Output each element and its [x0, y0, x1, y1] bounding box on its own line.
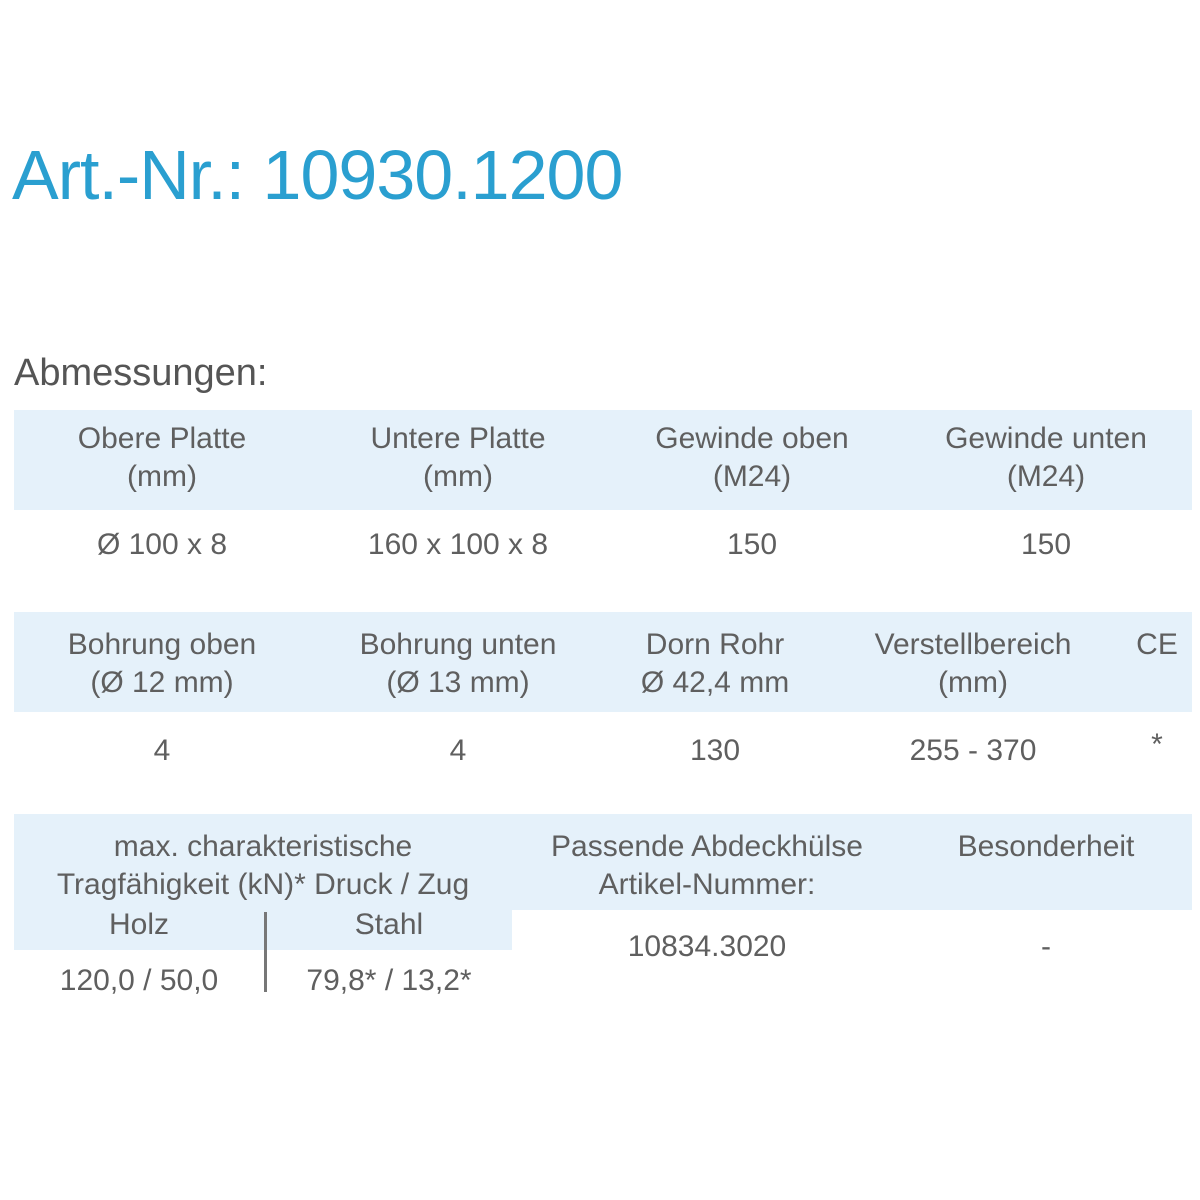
table2-header-bohrung-unten: Bohrung unten (Ø 13 mm) — [359, 628, 557, 699]
table1-value-gewinde-unten: 150 — [1020, 528, 1072, 561]
table3-header-besonderheit: Besonderheit — [957, 830, 1135, 863]
table3-header-abdeckhuelse: Passende Abdeckhülse Artikel-Nummer: — [551, 830, 863, 901]
table3-header-holz: Holz — [108, 908, 169, 941]
table3-value-besonderheit: - — [1041, 930, 1051, 963]
table1-header-obere-platte: Obere Platte (mm) — [77, 422, 247, 493]
table1-header-untere-platte: Untere Platte (mm) — [370, 422, 546, 493]
table2-value-bohrung-oben: 4 — [153, 734, 171, 767]
table2-value-dorn-rohr: 130 — [689, 734, 741, 767]
table2-header-bohrung-oben: Bohrung oben (Ø 12 mm) — [67, 628, 257, 699]
table2-header-ce: CE — [1136, 628, 1178, 661]
table2-header-dorn-rohr: Dorn Rohr Ø 42,4 mm — [640, 628, 790, 699]
table2-value-verstellbereich: 255 - 370 — [909, 734, 1037, 767]
table1-header-gewinde-oben: Gewinde oben (M24) — [655, 422, 849, 493]
table3-value-stahl: 79,8* / 13,2* — [306, 964, 472, 997]
table1-value-gewinde-oben: 150 — [726, 528, 778, 561]
table1-value-untere-platte: 160 x 100 x 8 — [367, 528, 549, 561]
table1-header-gewinde-unten: Gewinde unten (M24) — [945, 422, 1147, 493]
table3-value-abdeckhuelse: 10834.3020 — [627, 930, 787, 963]
dimensions-label: Abmessungen: — [14, 352, 268, 394]
article-number-title: Art.-Nr.: 10930.1200 — [12, 136, 623, 214]
table1-value-obere-platte: Ø 100 x 8 — [96, 528, 228, 561]
table3-header-capacity: max. charakteristische Tragfähigkeit (kN)* Druck / Zug — [56, 830, 470, 901]
table2-header-verstellbereich: Verstellbereich (mm) — [874, 628, 1072, 699]
table2-value-bohrung-unten: 4 — [449, 734, 467, 767]
table3-header-stahl: Stahl — [354, 908, 424, 941]
table2-value-ce: * — [1151, 728, 1163, 761]
table3-value-holz: 120,0 / 50,0 — [59, 964, 219, 997]
